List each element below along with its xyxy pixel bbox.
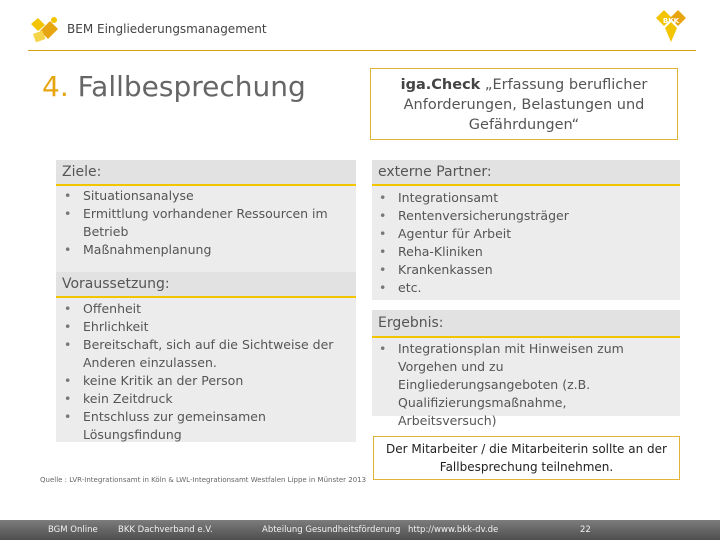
ziele-item: • Ermittlung vorhandener Ressourcen im Betrieb xyxy=(59,205,339,241)
source-citation: Quelle : LVR-Integrationsamt in Köln & LWL-Integrationsamt Westfalen Lippe in Münster 2013 xyxy=(40,476,367,484)
ziele-item: • Maßnahmenplanung xyxy=(59,241,339,259)
footer-bgm-online: BGM Online xyxy=(48,525,98,535)
page-title xyxy=(42,70,306,103)
footer-page-number: 22 xyxy=(580,525,591,535)
bkk-logo xyxy=(650,8,692,44)
page-title-text: Fallbesprechung xyxy=(77,70,306,103)
partner-list xyxy=(374,189,664,297)
footer-organization: BKK Dachverband e.V. xyxy=(118,525,213,535)
voraussetzung-item: • Ehrlichkeit xyxy=(59,318,337,336)
voraussetzung-item: • kein Zeitdruck xyxy=(59,390,337,408)
partner-item: • Rentenversicherungsträger xyxy=(374,207,664,225)
partner-item: • Agentur für Arbeit xyxy=(374,225,664,243)
ziele-heading: Ziele: xyxy=(56,160,356,184)
partner-heading: externe Partner: xyxy=(372,160,680,184)
ergebnis-heading: Ergebnis: xyxy=(372,310,680,336)
voraussetzung-item: • Bereitschaft, sich auf die Sichtweise der Anderen einzulassen. xyxy=(59,336,337,372)
voraussetzung-heading: Voraussetzung: xyxy=(56,272,356,296)
partner-item: • Krankenkassen xyxy=(374,261,664,279)
bkk-logo-icon xyxy=(650,8,692,44)
iga-check-label: iga.Check xyxy=(400,77,481,93)
footer-url-link[interactable]: http://www.bkk-dv.de xyxy=(408,525,499,535)
partner-item: • Reha-Kliniken xyxy=(374,243,664,261)
partner-item: • Integrationsamt xyxy=(374,189,664,207)
bem-logo-icon xyxy=(28,14,62,44)
page-title-number: 4. xyxy=(42,70,69,103)
voraussetzung-item: • keine Kritik an der Person xyxy=(59,372,337,390)
footer-bar xyxy=(0,520,720,540)
footer-department: Abteilung Gesundheitsförderung xyxy=(262,525,401,535)
voraussetzung-list xyxy=(59,300,337,444)
ergebnis-item: • Integrationsplan mit Hinweisen zum Vorgehen und zu Eingliederungsangeboten (z.B. Qualifizierungsmaßnahme, Arbeitsversuch) xyxy=(374,340,664,430)
participation-note: Der Mitarbeiter / die Mitarbeiterin sollte an der Fallbesprechung teilnehmen. xyxy=(373,436,680,480)
ergebnis-list xyxy=(374,340,664,430)
header-title: BEM Eingliederungsmanagement xyxy=(67,22,267,36)
bkk-logo-text: BKK xyxy=(662,17,680,25)
voraussetzung-item: • Entschluss zur gemeinsamen Lösungsfindung xyxy=(59,408,337,444)
iga-check-text: „Erfassung beruflicher Anforderungen, Belastungen und Gefährdungen“ xyxy=(403,77,648,133)
voraussetzung-item: • Offenheit xyxy=(59,300,337,318)
ziele-item: • Situationsanalyse xyxy=(59,187,339,205)
ziele-list xyxy=(59,187,339,259)
iga-check-box xyxy=(370,68,678,140)
header-divider xyxy=(28,50,696,51)
partner-item: • etc. xyxy=(374,279,664,297)
